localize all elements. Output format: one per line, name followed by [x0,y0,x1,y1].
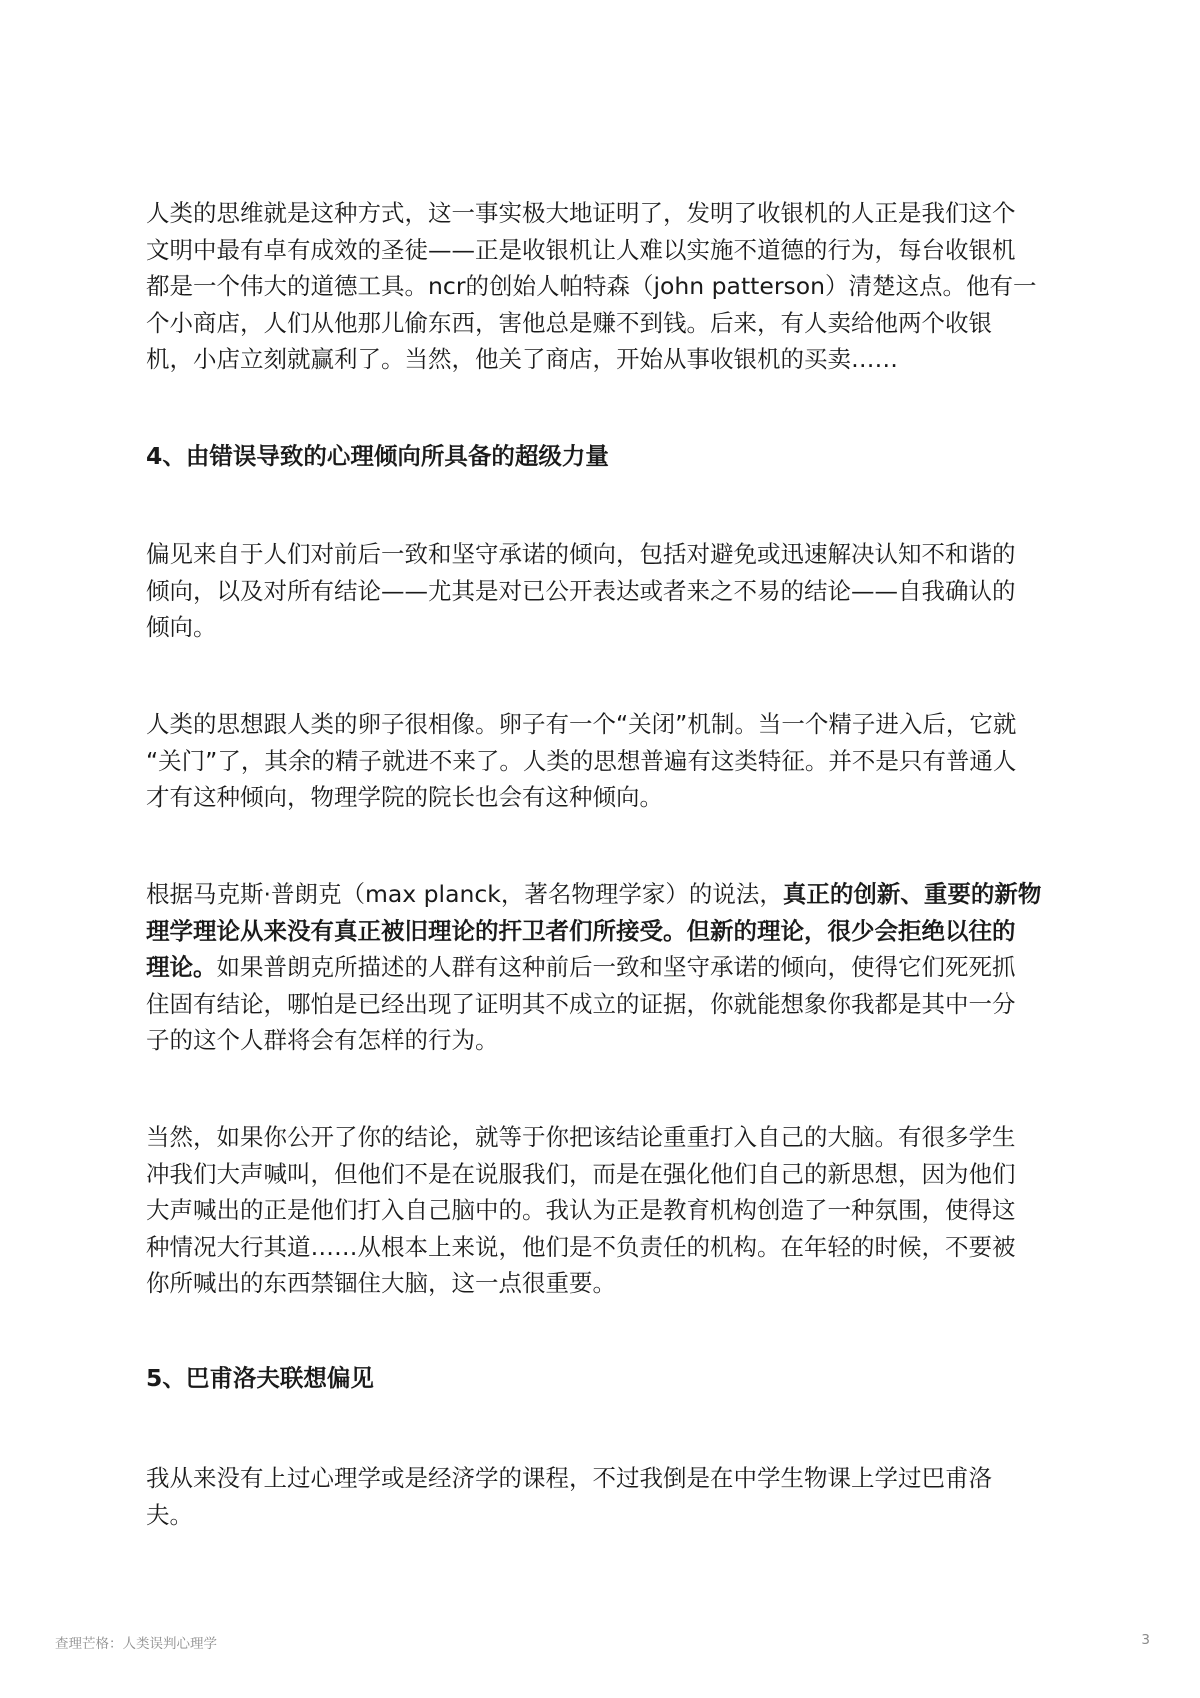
text-line: 人类的思想跟人类的卵子很相像。卵子有一个“关闭”机制。当一个精子进入后，它就 [146,710,1017,738]
section-heading-4: 4、由错误导致的心理倾向所具备的超级力量 [146,442,609,470]
section-heading-5: 5、巴甫洛夫联想偏见 [146,1364,374,1392]
text-normal: 如果普朗克所描述的人群有这种前后一致和坚守承诺的倾向，使得它们死死抓 [216,953,1016,981]
paragraph-egg-analogy [146,706,1066,816]
text-line: 倾向。 [146,613,217,641]
paragraph-pavlov [146,1460,1066,1533]
text-line: 你所喊出的东西禁锢住大脑，这一点很重要。 [146,1269,616,1297]
paragraph-cash-register [146,195,1066,378]
paragraph-public-conclusion [146,1119,1066,1302]
paragraph-bias [146,536,1066,646]
text-bold: 理论。 [146,953,217,981]
text-line [146,949,1066,986]
text-line: 都是一个伟大的道德工具。ncr的创始人帕特森（john patterson）清楚这点。他有一 [146,272,1037,300]
text-line: “关门”了，其余的精子就进不来了。人类的思想普遍有这类特征。并不是只有普通人 [146,746,1017,775]
page-number: 3 [1141,1632,1150,1648]
text-line: 子的这个人群将会有怎样的行为。 [146,1026,499,1054]
text-line: 偏见来自于人们对前后一致和坚守承诺的倾向，包括对避免或迅速解决认知不和谐的 [146,540,1016,568]
text-line: 个小商店，人们从他那儿偷东西，害他总是赚不到钱。后来，有人卖给他两个收银 [146,308,992,337]
paragraph-planck [146,876,1066,1059]
text-line [146,913,1066,950]
text-line: 冲我们大声喊叫，但他们不是在说服我们，而是在强化他们自己的新思想，因为他们 [146,1159,1016,1188]
text-line: 人类的思维就是这种方式，这一事实极大地证明了，发明了收银机的人正是我们这个 [146,199,1016,227]
text-line: 种情况大行其道……从根本上来说，他们是不负责任的机构。在年轻的时候，不要被 [146,1232,1016,1261]
text-line: 当然，如果你公开了你的结论，就等于你把该结论重重打入自己的大脑。有很多学生 [146,1123,1016,1151]
text-line [146,876,1066,913]
footer-title: 查理芒格：人类误判心理学 [55,1636,217,1652]
text-line: 我从来没有上过心理学或是经济学的课程，不过我倒是在中学生物课上学过巴甫洛 [146,1464,992,1492]
text-line: 大声喊出的正是他们打入自己脑中的。我认为正是教育机构创造了一种氛围，使得这 [146,1196,1016,1224]
text-bold: 真正的创新、重要的新物 [782,880,1042,908]
text-line: 才有这种倾向，物理学院的院长也会有这种倾向。 [146,783,663,811]
text-line: 夫。 [146,1500,193,1529]
text-normal: 根据马克斯·普朗克（max planck，著名物理学家）的说法， [146,880,783,908]
text-bold: 理学理论从来没有真正被旧理论的扞卫者们所接受。但新的理论，很少会拒绝以往的 [146,916,1016,945]
text-line: 机，小店立刻就赢利了。当然，他关了商店，开始从事收银机的买卖…… [146,345,898,373]
text-line: 住固有结论，哪怕是已经出现了证明其不成立的证据，你就能想象你我都是其中一分 [146,989,1016,1018]
text-line: 文明中最有卓有成效的圣徒——正是收银机让人难以实施不道德的行为，每台收银机 [146,235,1016,264]
text-line: 倾向，以及对所有结论——尤其是对已公开表达或者来之不易的结论——自我确认的 [146,576,1016,605]
